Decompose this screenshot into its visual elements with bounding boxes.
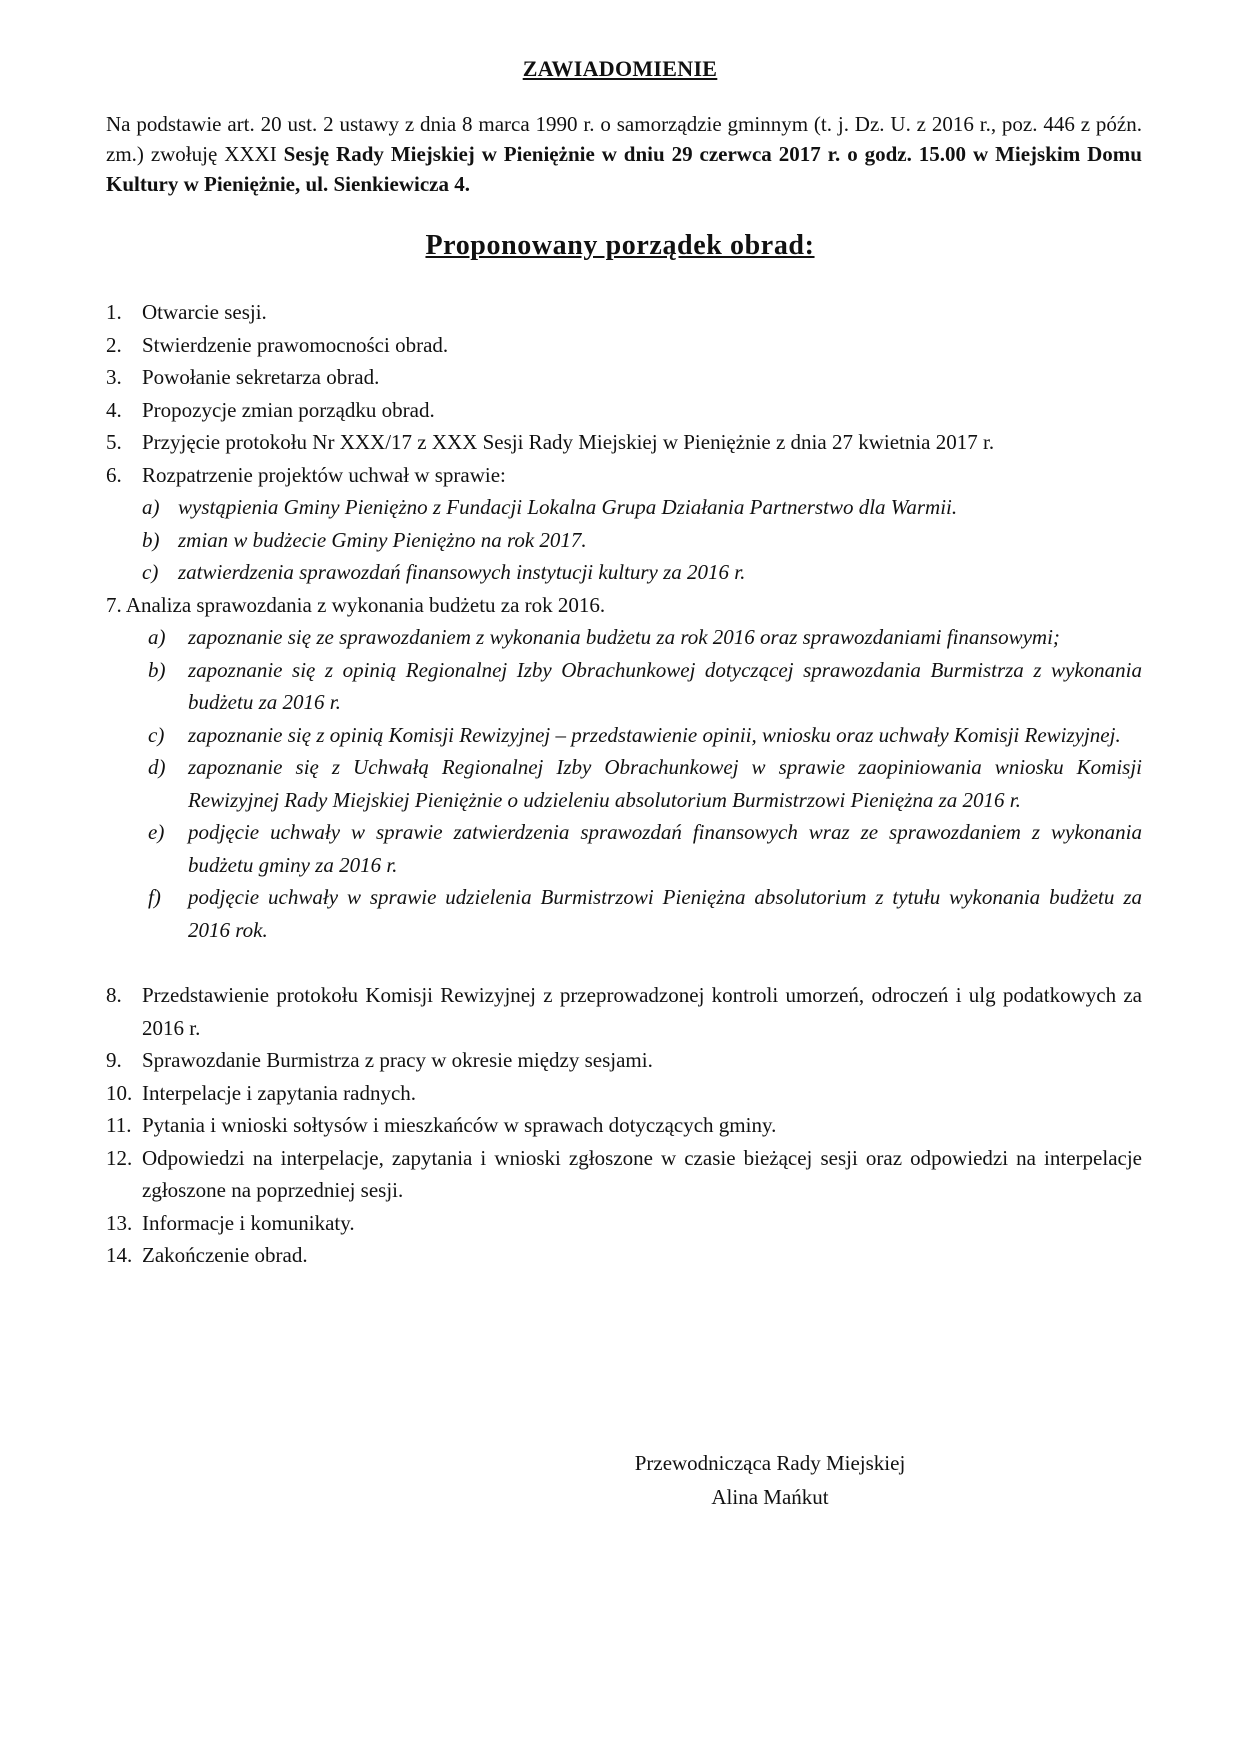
spacer <box>106 946 1142 979</box>
sub-item-letter: d) <box>148 755 166 779</box>
agenda-item-2 <box>106 329 1142 362</box>
agenda-item-number: 14. <box>106 1243 133 1267</box>
sub-item-7c <box>106 719 1142 752</box>
agenda-item-text: Informacje i komunikaty. <box>142 1210 355 1235</box>
agenda-item-text: Propozycje zmian porządku obrad. <box>142 397 435 422</box>
agenda-item-text: Otwarcie sesji. <box>142 300 267 324</box>
intro-bold-text: Sesję Rady Miejskiej w Pieniężnie w dniu 29 czerwca 2017 r. o godz. 15.00 w Miejskim Domu Kultury w Pieniężnie, ul. Sienkiewicza 4. <box>106 142 1142 196</box>
agenda-item-9 <box>106 1044 1142 1077</box>
agenda-item-number: 2. <box>106 332 122 357</box>
sub-item-text: podjęcie uchwały w sprawie zatwierdzenia sprawozdań finansowych wraz ze sprawozdaniem z wykonania budżetu gminy za 2016 r. <box>188 820 1142 877</box>
sub-item-letter: f) <box>148 885 161 909</box>
agenda-item-text: Interpelacje i zapytania radnych. <box>142 1080 417 1105</box>
sub-item-text: zapoznanie się z Uchwałą Regionalnej Izby Obrachunkowej w sprawie zaopiniowania wniosku Komisji Rewizyjnej Rady Miejskiej Pieniężnie o udzieleniu absolutorium Burmistrzowi Pieniężna za 2016 r. <box>188 755 1142 812</box>
signature-role: Przewodnicząca Rady Miejskiej <box>634 1451 906 1475</box>
agenda-item-number: 4. <box>106 397 122 422</box>
sub-item-text: zapoznanie się z opinią Regionalnej Izby Obrachunkowej dotyczącej sprawozdania Burmistrza z wykonania budżetu za 2016 r. <box>188 657 1142 714</box>
agenda-item-7-subitems <box>106 621 1142 946</box>
sub-item-text: zmian w budżecie Gminy Pieniężno na rok 2017. <box>178 527 587 552</box>
sub-item-text: podjęcie uchwały w sprawie udzielenia Burmistrzowi Pieniężna absolutorium z tytułu wykonania budżetu za 2016 rok. <box>188 885 1142 942</box>
agenda-item-number: 1. <box>106 300 122 324</box>
sub-item-letter: a) <box>142 495 160 519</box>
sub-item-text: wystąpienia Gminy Pieniężno z Fundacji Lokalna Grupa Działania Partnerstwo dla Warmii. <box>178 495 958 519</box>
sub-item-7a <box>106 621 1142 654</box>
agenda-item-text: 7. Analiza sprawozdania z wykonania budżetu za rok 2016. <box>106 592 606 617</box>
signature-name: Alina Mańkut <box>711 1485 829 1509</box>
agenda-item-11 <box>106 1109 1142 1142</box>
agenda-item-7 <box>106 589 1142 622</box>
agenda-item-8 <box>106 979 1142 1044</box>
agenda-item-number: 9. <box>106 1048 122 1072</box>
document-title: ZAWIADOMIENIE <box>522 56 718 81</box>
sub-item-6c <box>106 556 1142 589</box>
intro-paragraph <box>106 109 1142 199</box>
agenda-item-6-subitems <box>106 491 1142 589</box>
agenda-item-12 <box>106 1142 1142 1207</box>
agenda-item-3 <box>106 361 1142 394</box>
sub-item-7e <box>106 816 1142 881</box>
sub-item-7d <box>106 751 1142 816</box>
sub-item-text: zapoznanie się z opinią Komisji Rewizyjnej – przedstawienie opinii, wniosku oraz uchwały Komisji Rewizyjnej. <box>188 722 1121 747</box>
agenda-heading: Proponowany porządek obrad: <box>425 230 815 261</box>
agenda-item-5 <box>106 426 1142 459</box>
agenda-item-text: Powołanie sekretarza obrad. <box>142 365 380 389</box>
agenda-item-number: 5. <box>106 430 122 454</box>
sub-item-text: zatwierdzenia sprawozdań finansowych instytucji kultury za 2016 r. <box>178 560 746 584</box>
agenda-list <box>106 296 1142 1272</box>
agenda-item-text: Stwierdzenie prawomocności obrad. <box>142 332 449 357</box>
agenda-item-number: 3. <box>106 365 122 389</box>
sub-item-letter: b) <box>148 657 166 682</box>
sub-item-6b <box>106 524 1142 557</box>
agenda-item-text: Odpowiedzi na interpelacje, zapytania i wnioski zgłoszone w czasie bieżącej sesji oraz odpowiedzi na interpelacje zgłoszone na poprzedniej sesji. <box>142 1145 1142 1202</box>
sub-item-7b <box>106 654 1142 719</box>
sub-item-letter: b) <box>142 527 160 552</box>
sub-item-letter: c) <box>142 560 159 584</box>
agenda-item-number: 10. <box>106 1080 133 1105</box>
agenda-item-14 <box>106 1239 1142 1272</box>
agenda-item-number: 11. <box>106 1113 132 1137</box>
agenda-item-number: 12. <box>106 1145 133 1170</box>
agenda-item-4 <box>106 394 1142 427</box>
agenda-item-text: Rozpatrzenie projektów uchwał w sprawie: <box>142 462 506 487</box>
sub-item-letter: e) <box>148 820 165 844</box>
signature-block <box>590 1446 950 1514</box>
agenda-item-text: Przedstawienie protokołu Komisji Rewizyjnej z przeprowadzonej kontroli umorzeń, odroczeń i ulg podatkowych za 2016 r. <box>142 983 1142 1040</box>
agenda-item-10 <box>106 1077 1142 1110</box>
agenda-item-text: Przyjęcie protokołu Nr XXX/17 z XXX Sesji Rady Miejskiej w Pieniężnie z dnia 27 kwietnia 2017 r. <box>142 430 995 454</box>
sub-item-letter: a) <box>148 625 166 649</box>
agenda-item-number: 8. <box>106 983 122 1007</box>
sub-item-7f <box>106 881 1142 946</box>
agenda-item-number: 13. <box>106 1210 133 1235</box>
agenda-item-6 <box>106 459 1142 492</box>
agenda-item-number: 6. <box>106 462 122 487</box>
sub-item-6a <box>106 491 1142 524</box>
agenda-item-text: Zakończenie obrad. <box>142 1243 308 1267</box>
agenda-item-text: Pytania i wnioski sołtysów i mieszkańców w sprawach dotyczących gminy. <box>142 1113 777 1137</box>
agenda-item-text: Sprawozdanie Burmistrza z pracy w okresie między sesjami. <box>142 1048 653 1072</box>
sub-item-text: zapoznanie się ze sprawozdaniem z wykonania budżetu za rok 2016 oraz sprawozdaniami finansowymi; <box>188 625 1060 649</box>
intro-text: Na podstawie art. 20 ust. 2 ustawy z dnia 8 marca 1990 r. o samorządzie gminnym (t. j. Dz. U. z 2016 r., poz. 446 z późn. zm.) zwołuję XXXI <box>106 112 1142 166</box>
agenda-item-1 <box>106 296 1142 329</box>
sub-item-letter: c) <box>148 722 165 747</box>
agenda-item-13 <box>106 1207 1142 1240</box>
